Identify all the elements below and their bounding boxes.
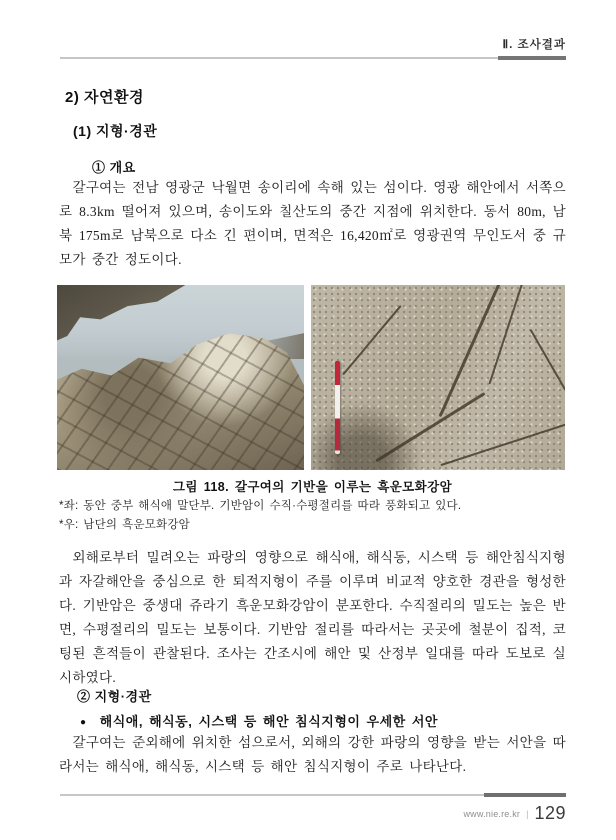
bullet-heading-text: 해식애, 해식동, 시스택 등 해안 침식지형이 우세한 서안 xyxy=(99,714,438,729)
weathered-rock-mass-shape xyxy=(57,333,304,470)
dark-rocks-shape xyxy=(57,285,185,341)
bullet-icon: ● xyxy=(80,717,87,728)
chapter-header-label: Ⅱ. 조사결과 xyxy=(502,39,566,51)
sub-heading-topography-landscape-2: ② 지형·경관 xyxy=(77,689,152,704)
footer-rule xyxy=(60,794,484,796)
footer-divider: | xyxy=(526,808,529,819)
footer xyxy=(463,803,566,824)
page-number: 129 xyxy=(534,803,566,823)
joint-crack-line xyxy=(439,285,502,417)
footer-website-url: www.nie.re.kr xyxy=(463,808,521,819)
sub-heading-overview: ① 개요 xyxy=(92,160,136,175)
joint-crack-line xyxy=(440,418,565,466)
joint-crack-line xyxy=(375,392,485,462)
joint-crack-line xyxy=(342,305,401,375)
header-rule xyxy=(60,57,498,59)
figure-note-left: *좌: 동안 중부 해식애 말단부. 기반암이 수직·수평절리를 따라 풍화되고 있다. xyxy=(59,500,462,512)
footer-rule-accent xyxy=(484,793,566,797)
header-rule-accent xyxy=(498,56,566,60)
paragraph-island-overview: 갈구여는 전남 영광군 낙월면 송이리에 속해 있는 섬이다. 영광 해안에서 서쪽으로 8.3km 떨어져 있으며, 송이도와 칠산도의 중간 지점에 위치한다. 동서 80m, 남북 175m로 남북으로 다소 긴 편이며, 면적은 16,420㎡로 영광권역 무인도서 중 규모가 중간 정도이다. xyxy=(59,180,566,267)
scale-pen-marker xyxy=(335,361,340,454)
bullet-heading-west-coast-erosion xyxy=(80,711,566,730)
granite-closeup-photo xyxy=(311,285,565,470)
figure-note-right: *우: 남단의 흑운모화강암 xyxy=(59,519,190,531)
section-heading-natural-environment: 2) 자연환경 xyxy=(65,89,144,106)
joint-crack-line xyxy=(489,285,528,384)
subsection-heading-topography-landscape: (1) 지형·경관 xyxy=(73,123,158,139)
paragraph-west-coast-erosion: 갈구여는 준외해에 위치한 섬으로서, 외해의 강한 파랑의 영향을 받는 서안을 따라서는 해식애, 해식동, 시스택 등 해안 침식지형이 주로 나타난다. xyxy=(59,735,566,774)
figure-caption: 그림 118. 갈구여의 기반을 이루는 흑운모화강암 xyxy=(172,480,453,494)
joint-crack-line xyxy=(530,329,565,390)
figure-photo-pair xyxy=(57,285,565,470)
paragraph-coastal-landform-description: 외해로부터 밀려오는 파랑의 영향으로 해식애, 해식동, 시스택 등 해안침식지형과 자갈해안을 중심으로 한 퇴적지형이 주를 이루며 비교적 양호한 경관을 형성한다. 기반암은 중생대 쥬라기 흑운모화강암이 분포한다. 수직절리의 밀도는 높은 반면, 수평절리의 밀도는 보통이다. 기반암 절리를 따라서는 곳곳에 철분이 집적, 코팅된 흔적들이 관찰된다. 조사는 간조시에 해안 및 산정부 일대를 따라 도보로 실시하였다. xyxy=(59,550,566,685)
coastal-bedrock-photo xyxy=(57,285,304,470)
